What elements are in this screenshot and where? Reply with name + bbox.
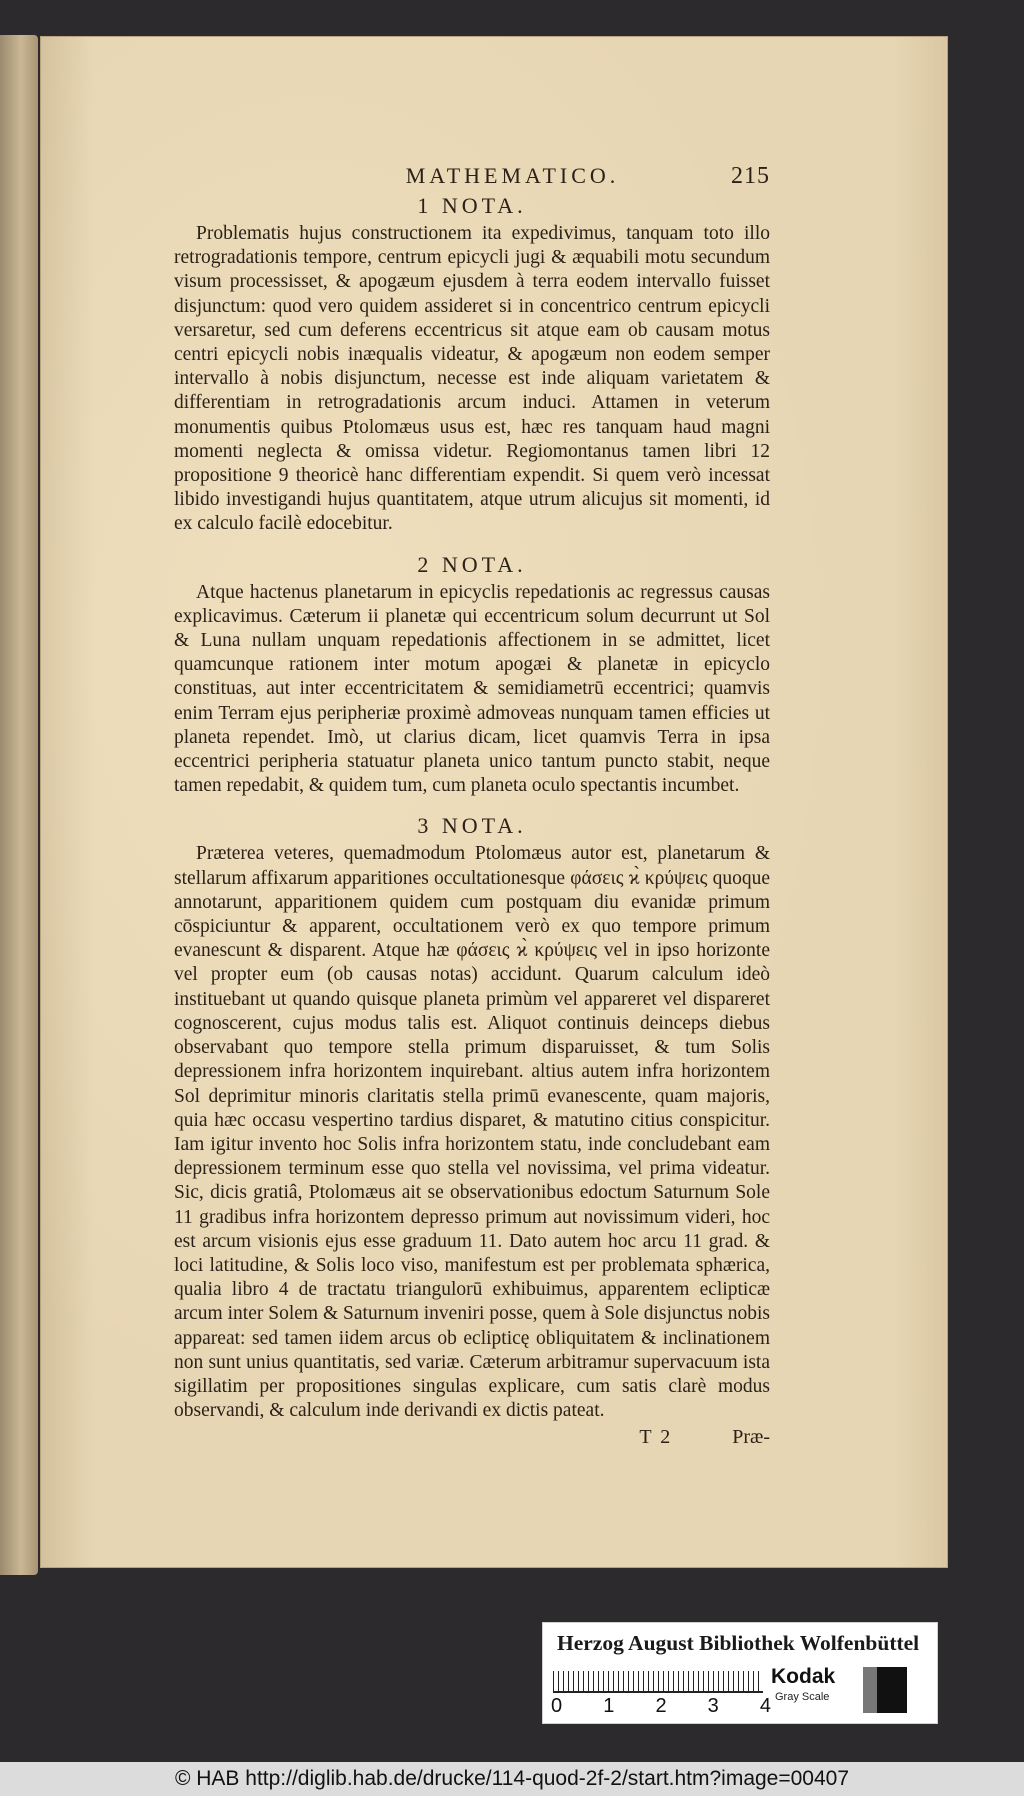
kodak-logo: Kodak [771, 1665, 836, 1688]
gray-swatch [863, 1667, 877, 1713]
section-heading: 1 NOTA. [417, 193, 527, 218]
section-heading: 3 NOTA. [417, 813, 527, 839]
ruler-number: 2 [655, 1695, 667, 1717]
section-text: Atque hactenus planetarum in epicyclis repedationis ac regressus causas explicavimus. Cæterum ii planetæ qui eccentricum solum decurrunt ut Sol & Luna nullam unquam repedationis affectionem in se admittet, licet quamcunque rationem inter motum apogæi & planetæ in epicyclo constituas, aut inter eccentricitatem & semidiametrū eccentrici; quamvis enim Terram ejus peripheriæ proximè admoveas nunquam tamen efficies ut planeta rependet. Imò, ut clarius dicam, licet quamvis Terra in ipsa eccentrici peripheria statuatur planeta unico tantum puncto stabit, neque tamen repedabit, & quidem tum, cum planeta oculo spectantis incumbet. [174, 581, 770, 797]
running-head-title: MATHEMATICO. [405, 163, 620, 188]
copyright-text: © HAB http://diglib.hab.de/drucke/114-quod-2f-2/start.htm?image=00407 [174, 1767, 850, 1790]
text-block [174, 164, 770, 1450]
gray-scale-label: Gray Scale [775, 1691, 830, 1703]
library-color-card [542, 1622, 938, 1724]
ruler-number: 1 [603, 1695, 615, 1717]
ruler-numbers [551, 1695, 771, 1718]
signature-mark: T 2 [639, 1426, 673, 1449]
left-page-edge [0, 35, 38, 1575]
ruler-number: 3 [707, 1695, 719, 1717]
section-text: Præterea veteres, quemadmodum Ptolomæus autor est, planetarum & stellarum affixarum apparitiones occultationesque φάσεις ϰ̀ κρύψεις quoque annotarunt, apparitionem quidem cum postquam diu evanidæ primum cōspiciuntur & apparent, occultationem verò ex quo tempore primum evanescunt & disparent. Atque hæ φάσεις ϰ̀ κρύψεις vel in ipso horizonte vel propter eum (ob causas notas) accidunt. Quarum calculum ideò instituebant ut quando quisque planeta primùm vel appareret vel dispareret cognoscerent, cujus modus talis est. Aliquot continuis deinceps diebus observabant quo tempore stella primum disparuisset, & tum Solis depressionem infra horizontem inquirebant. altius autem infra horizontem Sol deprimitur minoris claritatis stella primū evanescente, quam majoris, quia hæc occasu vespertino tardius disparet, & matutino citius conspicitur. Iam igitur invento hoc Solis infra horizontem statu, inde concludebant eam depressionem terminum esse quo stella vel novissima, vel prima videatur. Sic, dicis gratiâ, Ptolomæus ait se observationibus edoctum Saturnum Sole 11 gradibus infra horizontem depresso primum aut novissimum videri, hoc est arcum visionis ejus esse graduum 11. Dato autem hoc arcu 11 grad. & loci latitudine, & Solis loco viso, manifestum est per problemata sphærica, qualia libro 4 de tractatu triangulorū exhibuimus, apparentem eclipticæ arcum inter Solem & Saturnum inveniri posse, quem à Sole disjunctus nobis appareat: sed tamen iidem arcus ob eclipticę obliquitatem & inclinationem non sunt unius quantitatis, sed variæ. Cæterum arbitramur supervacuum ista sigillatim per propositiones singulas explicare, cum satis clarè modus observandi, & calculum inde derivandi ex dictis pateat. [174, 843, 770, 1422]
copyright-bar [0, 1762, 1024, 1796]
black-swatch [877, 1667, 907, 1713]
book-page [40, 36, 948, 1568]
ruler-scale [553, 1671, 763, 1693]
catchword: Præ- [732, 1426, 770, 1449]
library-name: Herzog August Bibliothek Wolfenbüttel [557, 1631, 920, 1655]
running-head [174, 164, 770, 194]
ruler-number: 0 [551, 1695, 563, 1717]
section-text: Problematis hujus constructionem ita expedivimus, tanquam toto illo retrogradationis tempore, centrum epicycli jugi & æquabili motu secundum visum processisset, & apogæum ejusdem à terra eodem intervallo fuisset disjunctum: quod vero quidem assideret si in concentrico centrum epicycli versaretur, sed cum deferens eccentricus sit atque eam ob causam motus centri epicycli nobis inæqualis videatur, & apogæum non eodem semper intervallo à nobis disjunctum, necesse est inde aliquam varietatem & differentiam in retrogradationis arcum induci. Attamen in veterum monumentis quibus Ptolomæus usus est, hæc res tanquam haud magni momenti neglecta & omissa videtur. Regiomontanus tamen libri 12 propositione 9 theoricè hanc differentiam expendit. Si quem verò incessat libido investigandi hujus quantitatem, atque utrum alicujus sit momenti, id ex calculo facilè edocebitur. [174, 223, 770, 535]
page-number: 215 [731, 163, 770, 189]
section-heading: 2 NOTA. [417, 551, 527, 577]
page-footer [174, 1425, 770, 1449]
ruler-number: 4 [759, 1695, 771, 1717]
